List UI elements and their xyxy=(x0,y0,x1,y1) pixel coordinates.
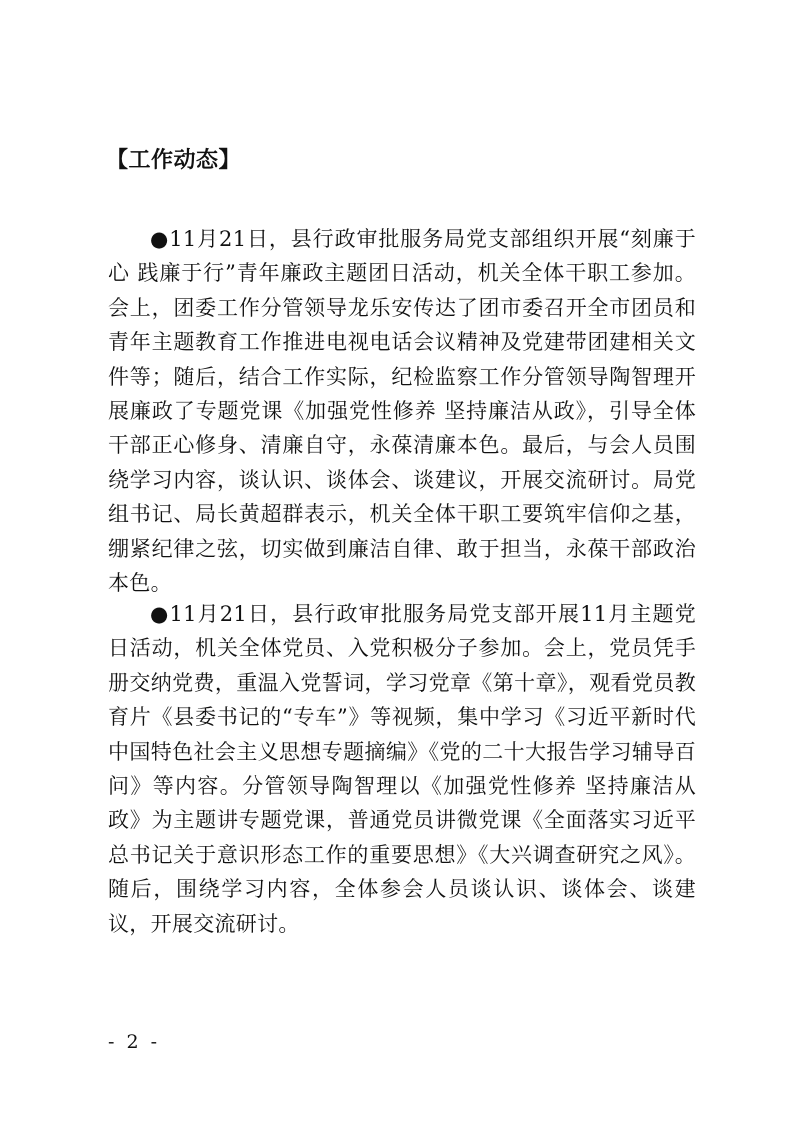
section-heading: 【工作动态】 xyxy=(106,148,242,173)
article-paragraph: ●11月21日，县行政审批服务局党支部组织开展“刻廉于心 践廉于行”青年廉政主题团日活动，机关全体干职工参加。会上，团委工作分管领导龙乐安传达了团市委召开全市团员和青年主题教育工作推进电视电话会议精神及党建带团建相关文件等；随后，结合工作实际，纪检监察工作分管领导陶智理开展廉政了专题党课《加强党性修养 坚持廉洁从政》，引导全体干部正心修身、清廉自守，永葆清廉本色。最后，与会人员围绕学习内容，谈认识、谈体会、谈建议，开展交流研讨。局党组书记、局长黄超群表示，机关全体干职工要筑牢信仰之基，绷紧纪律之弦，切实做到廉洁自律、敢于担当，永葆干部政治本色。 xyxy=(108,227,696,596)
page-number: - 2 - xyxy=(108,1031,161,1053)
article-paragraph: ●11月21日，县行政审批服务局党支部开展11月主题党日活动，机关全体党员、入党积极分子参加。会上，党员凭手册交纳党费，重温入党誓词，学习党章《第十章》，观看党员教育片《县委书记的“专车”》等视频，集中学习《习近平新时代中国特色社会主义思想专题摘编》《党的二十大报告学习辅导百问》等内容。分管领导陶智理以《加强党性修养 坚持廉洁从政》为主题讲专题党课，普通党员讲微党课《全面落实习近平总书记关于意识形态工作的重要思想》《大兴调查研究之风》。随后，围绕学习内容，全体参会人员谈认识、谈体会、谈建议，开展交流研讨。 xyxy=(108,602,696,936)
